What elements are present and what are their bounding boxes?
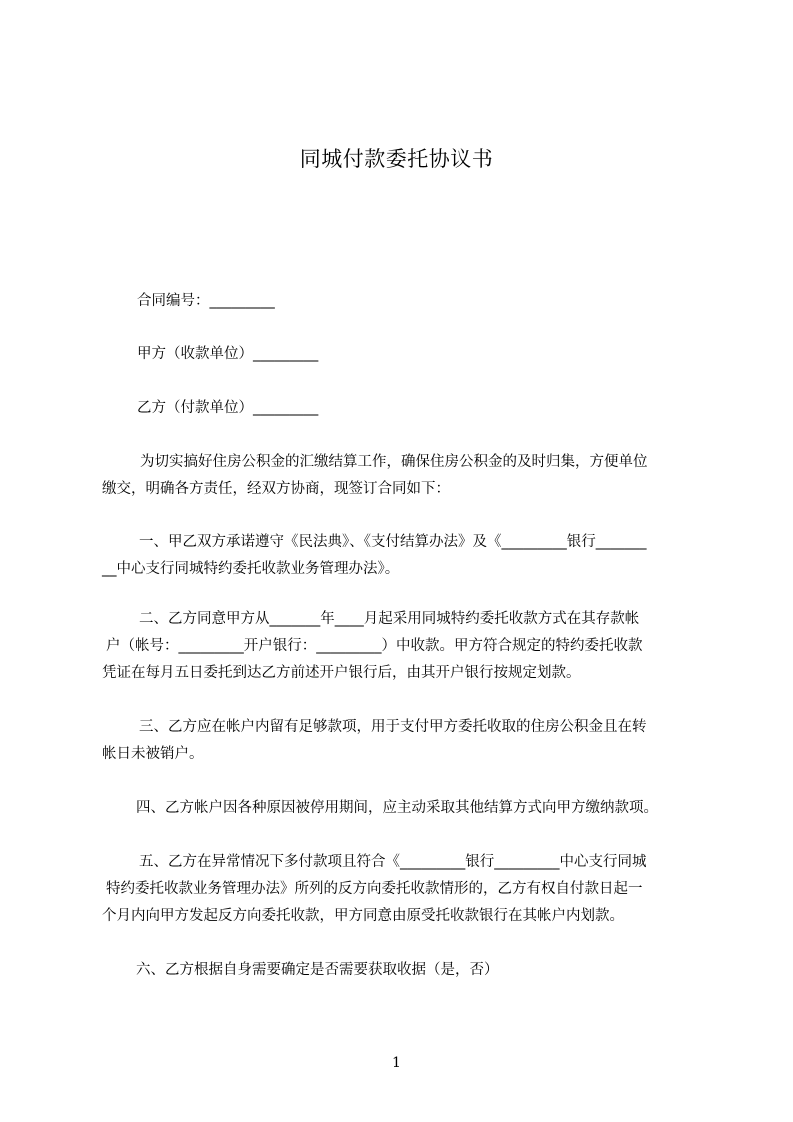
clause-line: 二、乙方同意甲方从_______年____月起采用同城特约委托收款方式在其存款帐 xyxy=(139,611,640,627)
clause-line: 一、甲乙双方承诺遵守《民法典》、《支付结算办法》及《_________银行_______ xyxy=(139,534,647,550)
clause-line: 个月内向甲方发起反方向委托收款，甲方同意由原受托收款银行在其帐户内划款。 xyxy=(102,908,624,924)
document-title: 同城付款委托协议书 xyxy=(299,147,494,171)
clause-line: 三、乙方应在帐户内留有足够款项，用于支付甲方委托收取的住房公积金且在转 xyxy=(139,719,647,735)
clause-line: 户（帐号：_________开户银行：_________）中收款。甲方符合规定的特约委托收款 xyxy=(106,638,643,654)
clause-line: 帐日未被销户。 xyxy=(102,746,204,762)
clause-line: 五、乙方在异常情况下多付款项且符合《_________银行_________中心支行同城 xyxy=(139,854,647,870)
party-a-field: 甲方（收款单位）_________ xyxy=(137,346,319,362)
clause-line: __中心支行同城特约委托收款业务管理办法》。 xyxy=(102,561,400,577)
clause-line: 特约委托收款业务管理办法》所列的反方向委托收款情形的，乙方有权自付款日起一 xyxy=(106,881,643,897)
clause-line: 六、乙方根据自身需要确定是否需要获取收据（是，否） xyxy=(136,962,499,978)
clause-line: 四、乙方帐户因各种原因被停用期间，应主动采取其他结算方式向甲方缴纳款项。 xyxy=(136,800,658,816)
page-number: 1 xyxy=(392,1055,401,1071)
clause-line: 凭证在每月五日委托到达乙方前述开户银行后，由其开户银行按规定划款。 xyxy=(102,665,581,681)
preamble-line: 缴交，明确各方责任，经双方协商，现签订合同如下： xyxy=(102,481,450,497)
party-b-field: 乙方（付款单位）_________ xyxy=(137,400,319,416)
contract-number-field: 合同编号：_________ xyxy=(137,293,275,309)
preamble-line: 为切实搞好住房公积金的汇缴结算工作，确保住房公积金的及时归集，方便单位 xyxy=(140,454,648,470)
